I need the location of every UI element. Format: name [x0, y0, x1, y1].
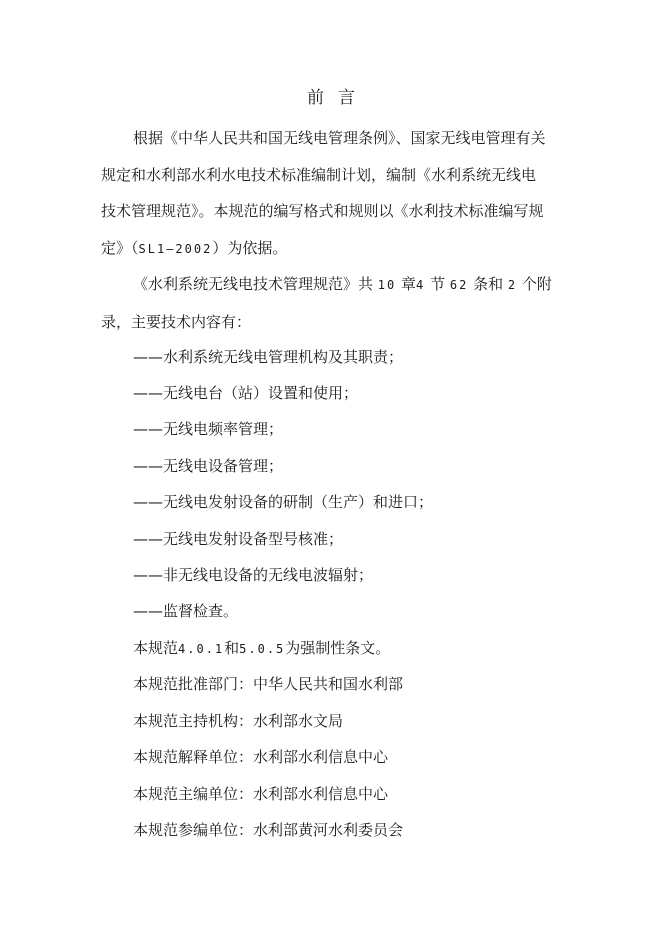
intro-line-2: 规定和水利部水利水电技术标准编制计划，编制《水利系统无线电 [101, 165, 537, 184]
list-item: ——无线电发射设备的研制（生产）和进口； [133, 493, 434, 511]
intro-line-4-start: 定》（ [101, 238, 139, 257]
chief-editor-unit-line: 本规范主编单位：水利部水利信息中心 [133, 785, 389, 803]
mandatory-clauses-line [133, 630, 390, 668]
intro-line-3: 技术管理规范》。本规范的编写格式和规则以《水利技术标准编写规 [101, 202, 544, 220]
contents-text-e: 个附 [521, 275, 552, 293]
intro-line-1: 根据《中华人民共和国无线电管理条例》、国家无线电管理有关 [133, 129, 546, 147]
list-item: ——无线电频率管理； [133, 420, 284, 438]
list-item: ——水利系统无线电管理机构及其职责； [133, 348, 404, 366]
intro-line-4-end: ）为依据。 [212, 238, 288, 257]
chapter-count: 10 [377, 278, 397, 292]
contents-text-b: 章 [401, 275, 417, 293]
clause-number: 4.0.1 [178, 642, 225, 656]
participating-unit-line: 本规范参编单位：水利部黄河水利委员会 [133, 821, 404, 839]
contents-line-2: 录，主要技术内容有： [101, 312, 252, 331]
clause-number: 5.0.5 [239, 642, 286, 656]
mandatory-prefix: 本规范 [133, 639, 179, 657]
approval-department-line: 本规范批准部门：中华人民共和国水利部 [133, 675, 404, 693]
contents-text-d: 条和 [473, 275, 504, 293]
interpretation-unit-line: 本规范解释单位：水利部水利信息中心 [133, 748, 389, 766]
section-count: 4 [416, 278, 426, 292]
mandatory-suffix: 为强制性条文。 [285, 639, 391, 657]
mandatory-middle: 和 [224, 639, 240, 657]
list-item: ——非无线电设备的无线电波辐射； [133, 566, 374, 584]
contents-text-c: 节 [430, 275, 446, 293]
standard-code: SL1—2002 [138, 241, 213, 256]
appendix-count: 2 [507, 278, 518, 292]
list-item: ——无线电台（站）设置和使用； [133, 384, 359, 402]
contents-line-1 [101, 266, 559, 304]
page-title: 前言 [307, 88, 369, 108]
contents-paragraph [101, 266, 559, 340]
host-organization-line: 本规范主持机构：水利部水文局 [133, 712, 344, 730]
contents-text-a: 《水利系统无线电技术管理规范》共 [133, 275, 374, 293]
intro-paragraph [101, 120, 559, 267]
list-item: ——无线电发射设备型号核准； [133, 530, 344, 548]
list-item: ——无线电设备管理； [133, 457, 284, 475]
list-item: ——监督检查。 [133, 602, 239, 620]
intro-line-4 [101, 230, 559, 268]
article-count: 62 [449, 278, 469, 292]
